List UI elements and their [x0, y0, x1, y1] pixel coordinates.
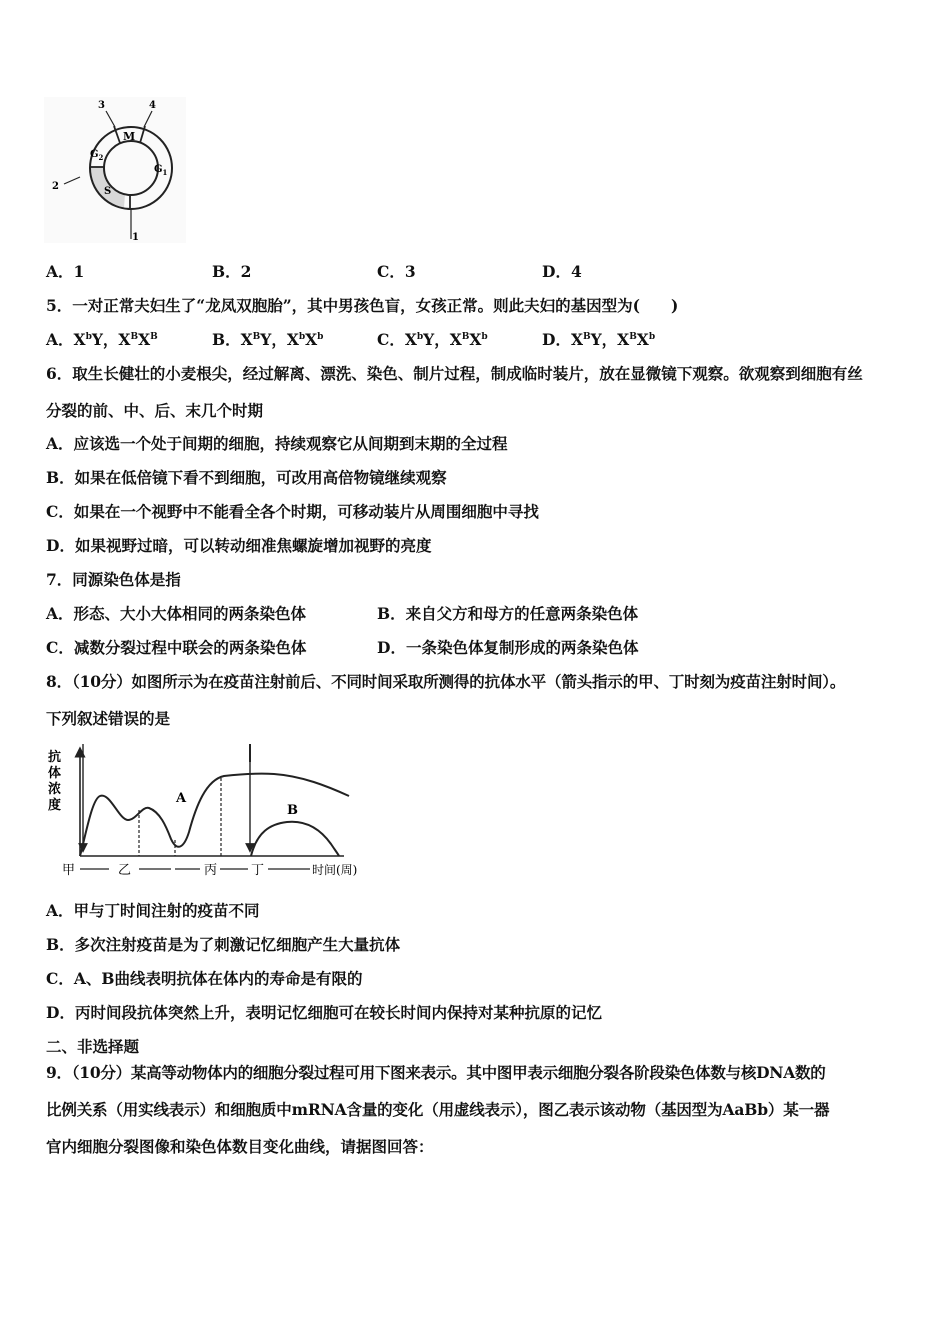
- q5-option-b: B．$X^BY$，$X^bX^b$: [212, 330, 324, 349]
- q8-option-c: C．A、B曲线表明抗体在体内的寿命是有限的: [46, 969, 363, 988]
- marker-yi: 乙: [118, 863, 132, 878]
- q7-option-b: B．来自父方和母方的任意两条染色体: [377, 604, 639, 623]
- y-label-3: 浓: [48, 782, 62, 797]
- label-s: S: [104, 186, 112, 197]
- q8-option-b: B．多次注射疫苗是为了刺激记忆细胞产生大量抗体: [46, 935, 401, 954]
- marker-ding: 丁: [251, 863, 265, 878]
- q7-option-c: C．减数分裂过程中联会的两条染色体: [46, 638, 307, 657]
- q4-option-d: D．4: [542, 262, 582, 281]
- cell-cycle-diagram: [44, 97, 186, 243]
- q8-stem-line1: 8．（10分）如图所示为在疫苗注射前后、不同时间采取所测得的抗体水平（箭头指示的甲、丁时刻为疫苗注射时间）。: [46, 672, 846, 691]
- marker-jia: 甲: [62, 863, 76, 878]
- q5-stem: 5．一对正常夫妇生了“龙凤双胞胎”，其中男孩色盲，女孩正常。则此夫妇的基因型为( ): [46, 296, 679, 315]
- curve-b: [251, 822, 339, 856]
- q4-option-a: A．1: [46, 262, 85, 281]
- q5-option-a: A．$X^bY$，$X^BX^B$: [46, 330, 158, 349]
- label-4: 4: [149, 100, 156, 111]
- q6-stem-line2: 分裂的前、中、后、末几个时期: [46, 401, 264, 420]
- q9-line1: 9．（10分）某高等动物体内的细胞分裂过程可用下图来表示。其中图甲表示细胞分裂各阶段染色体数与核DNA数的: [46, 1063, 826, 1082]
- q7-option-d: D．一条染色体复制形成的两条染色体: [377, 638, 639, 657]
- q7-option-a: A．形态、大小大体相同的两条染色体: [46, 604, 307, 623]
- q7-stem: 7．同源染色体是指: [46, 570, 181, 589]
- q5-option-d: D．$X^BY$，$X^BX^b$: [542, 330, 656, 349]
- q6-option-d: D．如果视野过暗，可以转动细准焦螺旋增加视野的亮度: [46, 536, 432, 555]
- q5-option-c: C．$X^bY$，$X^BX^b$: [377, 330, 488, 349]
- curve-a: [80, 774, 349, 856]
- q8-option-d: D．丙时间段抗体突然上升，表明记忆细胞可在较长时间内保持对某种抗原的记忆: [46, 1003, 602, 1022]
- q6-stem-line1: 6．取生长健壮的小麦根尖，经过解离、漂洗、染色、制片过程，制成临时装片，放在显微镜下观察。欲观察到细胞有丝: [46, 364, 863, 383]
- section-heading: 二、非选择题: [46, 1037, 140, 1056]
- q9-line3: 官内细胞分裂图像和染色体数目变化曲线，请据图回答：: [46, 1137, 434, 1156]
- q6-option-c: C．如果在一个视野中不能看全各个时期，可移动装片从周围细胞中寻找: [46, 502, 539, 521]
- antibody-graph: [44, 744, 374, 882]
- q4-option-b: B．2: [212, 262, 252, 281]
- q4-option-c: C．3: [377, 262, 416, 281]
- label-g1: $G_1$: [154, 164, 168, 177]
- label-g2: $G_2$: [90, 149, 104, 162]
- y-label-2: 体: [48, 766, 62, 781]
- q6-option-a: A．应该选一个处于间期的细胞，持续观察它从间期到末期的全过程: [46, 434, 508, 453]
- x-axis-label: 时间(周): [312, 863, 358, 877]
- marker-bing: 丙: [204, 863, 218, 878]
- label-3: 3: [98, 100, 105, 111]
- label-2: 2: [52, 181, 59, 192]
- y-label-4: 度: [48, 798, 62, 813]
- q9-line2: 比例关系（用实线表示）和细胞质中mRNA含量的变化（用虚线表示），图乙表示该动物（基因型为AaBb）某一器: [46, 1100, 830, 1119]
- q8-stem-line2: 下列叙述错误的是: [46, 709, 171, 728]
- label-1: 1: [132, 232, 139, 243]
- label-m: M: [123, 130, 136, 143]
- y-label-1: 抗: [48, 750, 62, 765]
- curve-a-label: A: [176, 791, 187, 806]
- q8-option-a: A．甲与丁时间注射的疫苗不同: [46, 901, 260, 920]
- curve-b-label: B: [287, 803, 298, 818]
- q6-option-b: B．如果在低倍镜下看不到细胞，可改用高倍物镜继续观察: [46, 468, 447, 487]
